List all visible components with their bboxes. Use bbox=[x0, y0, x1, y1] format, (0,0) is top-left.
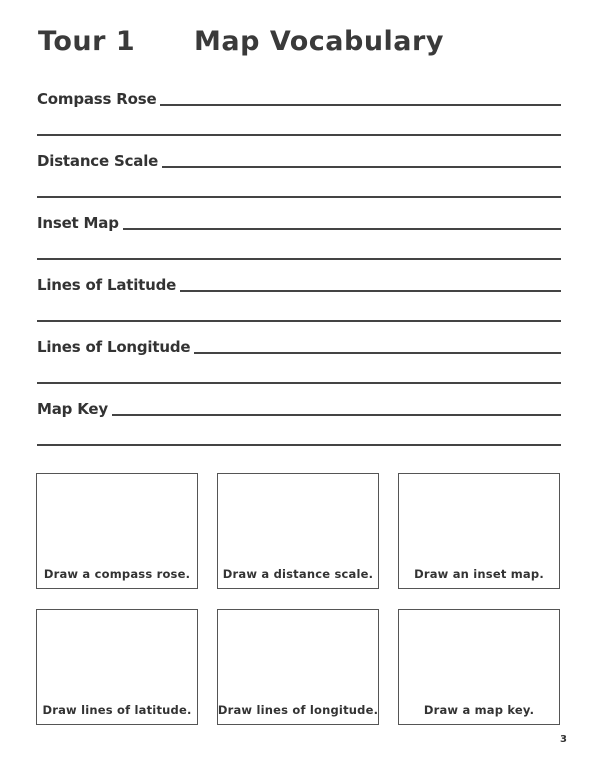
vocab-term-label: Inset Map bbox=[37, 214, 119, 232]
vocab-item-lines-of-longitude bbox=[37, 336, 561, 398]
vocab-term-label: Distance Scale bbox=[37, 152, 159, 170]
vocab-item-lines-of-latitude bbox=[37, 274, 561, 336]
drawing-box-distance-scale[interactable] bbox=[217, 473, 379, 589]
page-number: 3 bbox=[560, 734, 567, 745]
drawing-box-caption: Draw an inset map. bbox=[414, 567, 544, 581]
drawing-box-longitude[interactable] bbox=[217, 609, 379, 725]
definition-line-continued[interactable] bbox=[37, 258, 561, 260]
vocab-item-map-key bbox=[37, 398, 561, 460]
drawing-box-caption: Draw a compass rose. bbox=[43, 567, 191, 581]
drawing-box-compass-rose[interactable] bbox=[36, 473, 198, 589]
definition-line-continued[interactable] bbox=[37, 444, 561, 446]
drawing-grid bbox=[36, 473, 562, 727]
definition-line[interactable] bbox=[180, 272, 561, 292]
drawing-box-map-key[interactable] bbox=[398, 609, 560, 725]
definition-line[interactable] bbox=[160, 86, 561, 106]
vocab-item-inset-map bbox=[37, 212, 561, 274]
definition-line[interactable] bbox=[194, 334, 561, 354]
drawing-box-caption: Draw a distance scale. bbox=[222, 567, 374, 581]
drawing-box-caption: Draw lines of longitude. bbox=[217, 703, 379, 717]
drawing-box-caption: Draw lines of latitude. bbox=[42, 703, 192, 717]
definition-line[interactable] bbox=[123, 210, 561, 230]
page-title: Map Vocabulary bbox=[194, 26, 444, 57]
drawing-box-latitude[interactable] bbox=[36, 609, 198, 725]
tour-label: Tour 1 bbox=[38, 26, 136, 57]
definition-line-continued[interactable] bbox=[37, 196, 561, 198]
vocab-item-compass-rose bbox=[37, 88, 561, 150]
definition-line-continued[interactable] bbox=[37, 134, 561, 136]
vocab-term-label: Map Key bbox=[37, 400, 108, 418]
definition-line-continued[interactable] bbox=[37, 320, 561, 322]
definition-line[interactable] bbox=[162, 148, 561, 168]
vocabulary-list bbox=[37, 88, 561, 460]
vocab-item-distance-scale bbox=[37, 150, 561, 212]
drawing-box-inset-map[interactable] bbox=[398, 473, 560, 589]
drawing-box-caption: Draw a map key. bbox=[423, 703, 535, 717]
vocab-term-label: Lines of Latitude bbox=[37, 276, 177, 294]
vocab-term-label: Lines of Longitude bbox=[37, 338, 191, 356]
definition-line[interactable] bbox=[112, 396, 561, 416]
definition-line-continued[interactable] bbox=[37, 382, 561, 384]
vocab-term-label: Compass Rose bbox=[37, 90, 157, 108]
